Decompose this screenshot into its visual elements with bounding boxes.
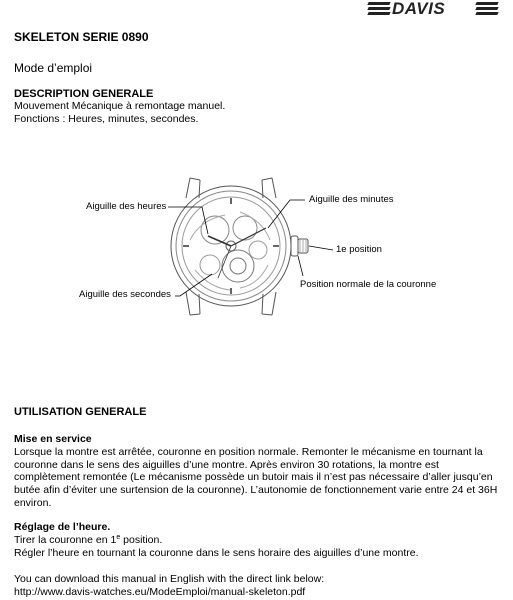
callout-minutes-hand: Aiguille des minutes	[309, 194, 394, 205]
time-instruction-1-suffix: position.	[120, 533, 163, 546]
brand-logo	[368, 0, 498, 20]
time-setting-section	[14, 521, 499, 559]
watch-diagram	[0, 170, 513, 330]
time-instruction-2: Régler l’heure en tournant la couronne dans le sens horaire des aiguilles d’une montre.	[14, 546, 419, 559]
usage-heading: UTILISATION GENERALE	[14, 406, 147, 418]
callout-seconds-hand: Aiguille des secondes	[79, 289, 171, 300]
service-section	[14, 433, 499, 510]
description-line-2: Fonctions : Heures, minutes, secondes.	[14, 113, 199, 125]
service-heading: Mise en service	[14, 433, 92, 445]
page-subtitle: Mode d’emploi	[14, 61, 93, 75]
description-heading: DESCRIPTION GENERALE	[14, 88, 154, 100]
logo-stripes-left	[368, 2, 390, 18]
download-text: You can download this manual in English with the direct link below:	[14, 573, 325, 585]
download-link[interactable]: http://www.davis-watches.eu/ModeEmploi/manual-skeleton.pdf	[14, 585, 306, 598]
callout-first-position: 1e position	[336, 244, 382, 255]
brand-name: DAVIS	[392, 0, 446, 18]
download-section	[14, 573, 499, 599]
time-instruction-1	[14, 534, 499, 547]
service-text: Lorsque la montre est arrêtée, couronne en position normale. Remonter le mécanisme en tournant la couronne dans le sens des aiguilles d’une montre. Après environ 30 rotations, la montre est complètement remontée (Le mécanisme possède un butoir mais il n’est pas nécessaire d’aller jusqu’en butée afin d’éviter une surtension de la couronne). L’autonomie de fonctionnement varie entre 24 et 36H environ.	[14, 445, 498, 509]
logo-stripes-right	[476, 2, 498, 18]
time-heading: Réglage de l’heure.	[14, 521, 111, 533]
callout-hours-hand: Aiguille des heures	[86, 201, 167, 212]
page-title: SKELETON SERIE 0890	[14, 30, 149, 44]
callout-crown-normal: Position normale de la couronne	[300, 279, 437, 290]
description-line-1: Mouvement Mécanique à remontage manuel.	[14, 100, 226, 112]
watch-illustration	[0, 170, 513, 330]
ordinal-suffix: e	[116, 533, 121, 541]
time-instruction-1-prefix: Tirer la couronne en 1	[14, 533, 117, 546]
